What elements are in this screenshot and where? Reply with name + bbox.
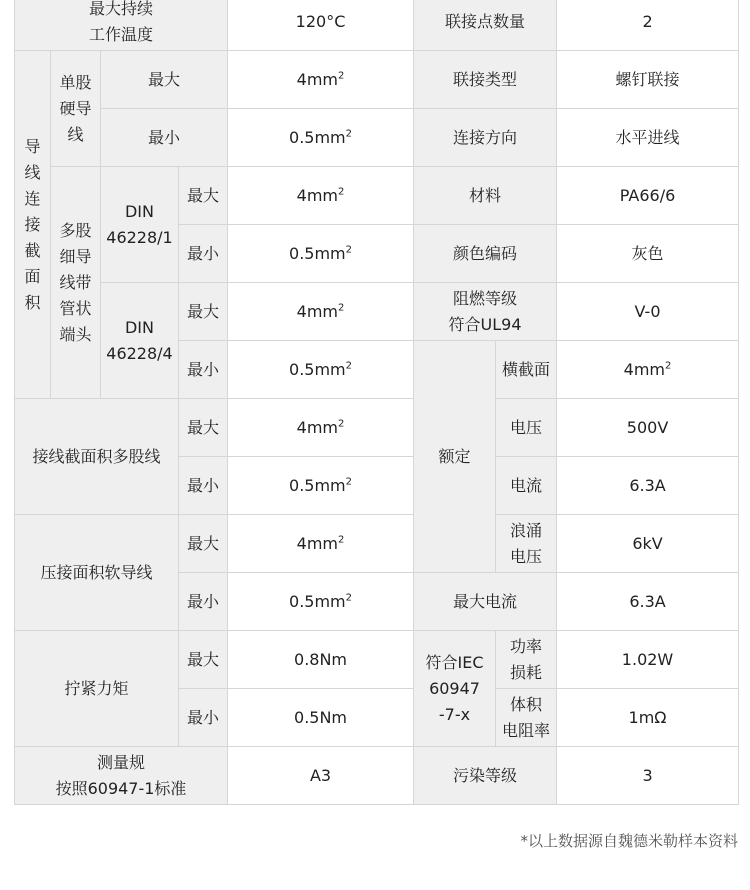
- table-row: [15, 515, 739, 573]
- rated-current-label: 电流: [496, 457, 557, 515]
- crimp-area-flexible-label: 压接面积软导线: [15, 515, 179, 631]
- volume-resistivity-label: 体积 电阻率: [496, 689, 557, 747]
- max-operating-temp-label: 最大持续 工作温度: [15, 0, 228, 51]
- din1-min-label: 最小: [179, 225, 228, 283]
- crimp-max-value: $4mm^2$: [228, 515, 414, 573]
- rated-group-label: 额定: [414, 341, 496, 573]
- max-current-value: 6.3A: [557, 573, 739, 631]
- stranded-ferrule-label: 多股 细导 线带 管状 端头: [51, 167, 101, 399]
- rated-voltage-value: 500V: [557, 399, 739, 457]
- din1-max-value: $4mm^2$: [228, 167, 414, 225]
- table-row: [15, 399, 739, 457]
- table-row: [15, 747, 739, 805]
- crimp-min-value: $0.5mm^2$: [228, 573, 414, 631]
- stranded-min-label: 最小: [179, 457, 228, 515]
- table-row: [15, 631, 739, 689]
- pollution-degree-label: 污染等级: [414, 747, 557, 805]
- pollution-degree-value: 3: [557, 747, 739, 805]
- rated-cross-section-value: $4mm^2$: [557, 341, 739, 399]
- source-note: *以上数据源自魏德米勒样本资料: [520, 832, 738, 850]
- spec-table: [14, 0, 739, 805]
- table-row: [15, 283, 739, 341]
- table-row: [15, 167, 739, 225]
- color-code-value: 灰色: [557, 225, 739, 283]
- surge-voltage-label: 浪涌 电压: [496, 515, 557, 573]
- din4-min-value: $0.5mm^2$: [228, 341, 414, 399]
- din4-min-label: 最小: [179, 341, 228, 399]
- din4-max-value: $4mm^2$: [228, 283, 414, 341]
- measuring-gauge-value: A3: [228, 747, 414, 805]
- solid-max-value: $4mm^2$: [228, 51, 414, 109]
- tightening-torque-label: 拧紧力矩: [15, 631, 179, 747]
- stranded-cross-section-label: 接线截面积多股线: [15, 399, 179, 515]
- table-row: [15, 51, 739, 109]
- connection-type-label: 联接类型: [414, 51, 557, 109]
- rated-cross-section-label: 横截面: [496, 341, 557, 399]
- solid-min-value: $0.5mm^2$: [228, 109, 414, 167]
- connection-points-label: 联接点数量: [414, 0, 557, 51]
- iec-compliance-label: 符合IEC 60947 -7-x: [414, 631, 496, 747]
- connection-direction-value: 水平进线: [557, 109, 739, 167]
- torque-min-label: 最小: [179, 689, 228, 747]
- solid-max-label: 最大: [101, 51, 228, 109]
- material-value: PA66/6: [557, 167, 739, 225]
- din1-max-label: 最大: [179, 167, 228, 225]
- stranded-min-value: $0.5mm^2$: [228, 457, 414, 515]
- color-code-label: 颜色编码: [414, 225, 557, 283]
- flame-rating-label: 阻燃等级 符合UL94: [414, 283, 557, 341]
- connection-type-value: 螺钉联接: [557, 51, 739, 109]
- volume-resistivity-value: 1mΩ: [557, 689, 739, 747]
- power-loss-label: 功率 损耗: [496, 631, 557, 689]
- power-loss-value: 1.02W: [557, 631, 739, 689]
- crimp-max-label: 最大: [179, 515, 228, 573]
- solid-wire-label: 单股 硬导 线: [51, 51, 101, 167]
- table-row: [15, 0, 739, 51]
- wire-cross-section-group-label: 导 线 连 接 截 面 积: [15, 51, 51, 399]
- rated-voltage-label: 电压: [496, 399, 557, 457]
- torque-min-value: 0.5Nm: [228, 689, 414, 747]
- stranded-max-value: $4mm^2$: [228, 399, 414, 457]
- torque-max-value: 0.8Nm: [228, 631, 414, 689]
- connection-points-value: 2: [557, 0, 739, 51]
- surge-voltage-value: 6kV: [557, 515, 739, 573]
- measuring-gauge-label: 测量规 按照60947-1标准: [15, 747, 228, 805]
- connection-direction-label: 连接方向: [414, 109, 557, 167]
- material-label: 材料: [414, 167, 557, 225]
- din-46228-4-label: DIN 46228/4: [101, 283, 179, 399]
- solid-min-label: 最小: [101, 109, 228, 167]
- flame-rating-value: V-0: [557, 283, 739, 341]
- din-46228-1-label: DIN 46228/1: [101, 167, 179, 283]
- max-current-label: 最大电流: [414, 573, 557, 631]
- crimp-min-label: 最小: [179, 573, 228, 631]
- rated-current-value: 6.3A: [557, 457, 739, 515]
- din1-min-value: $0.5mm^2$: [228, 225, 414, 283]
- table-row: [15, 109, 739, 167]
- din4-max-label: 最大: [179, 283, 228, 341]
- max-operating-temp-value: 120°C: [228, 0, 414, 51]
- torque-max-label: 最大: [179, 631, 228, 689]
- stranded-max-label: 最大: [179, 399, 228, 457]
